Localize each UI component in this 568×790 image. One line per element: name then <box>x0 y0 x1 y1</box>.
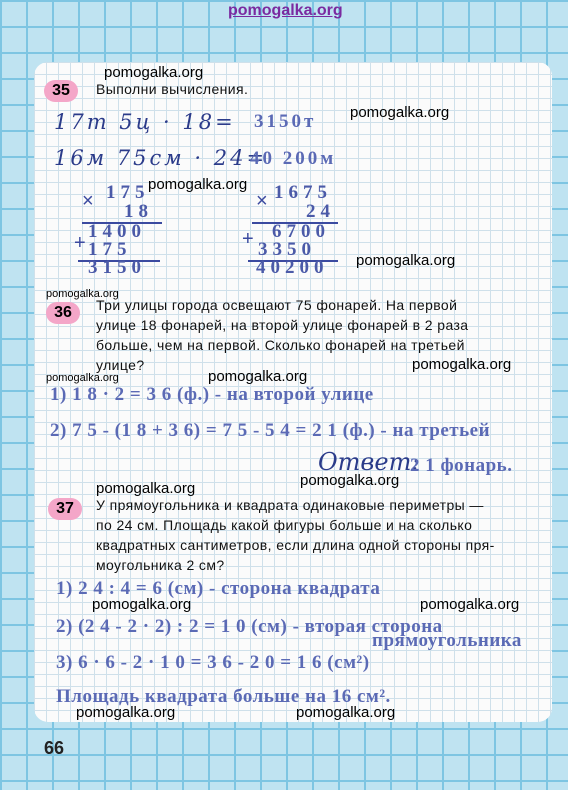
task-35-line2-expression: 16м 75см · 24= <box>54 146 268 170</box>
task-35-line2-answer: 40 200м <box>250 148 337 169</box>
task-36-solution-1: 1) 1 8 · 2 = 3 6 (ф.) - на второй улице <box>50 384 374 405</box>
watermark: pomogalka.org <box>208 368 308 385</box>
task-37-line-4: моугольника 2 см? <box>96 557 225 573</box>
task-36-line-4: улице? <box>96 357 145 373</box>
task-35-text: Выполни вычисления. <box>96 81 249 97</box>
calc1-partial2: 175 <box>88 239 132 260</box>
task-36-line-3: больше, чем на первой. Сколько фонарей на третьей <box>96 337 465 353</box>
watermark: pomogalka.org <box>76 704 176 721</box>
watermark: pomogalka.org <box>350 104 450 121</box>
watermark: pomogalka.org <box>46 288 119 300</box>
calc1-multiplicand: 175 <box>106 182 150 203</box>
page-number: 66 <box>44 738 65 758</box>
watermark: pomogalka.org <box>300 472 400 489</box>
task-35-line1-expression: 17т 5ц · 18= <box>54 110 236 134</box>
watermark: pomogalka.org <box>296 704 396 721</box>
task-37-badge: 37 <box>48 498 82 520</box>
task-37-solution-1: 1) 2 4 : 4 = 6 (см) - сторона квадрата <box>56 578 381 599</box>
task-36-answer: 2 1 фонарь. <box>410 455 513 476</box>
task-36-answer-label: Ответ: <box>318 448 420 476</box>
calc2-partial1: 6700 <box>272 221 330 242</box>
task-37-solution-3: 3) 6 · 6 - 2 · 1 0 = 3 6 - 2 0 = 1 6 (см²) <box>56 652 370 673</box>
watermark: pomogalka.org <box>148 176 248 193</box>
calc1-result: 3150 <box>88 257 146 278</box>
site-header-link[interactable]: pomogalka.org <box>228 2 343 19</box>
calc2-result: 40200 <box>256 257 329 278</box>
watermark: pomogalka.org <box>92 596 192 613</box>
task-37-line-1: У прямоугольника и квадрата одинаковые периметры — <box>96 497 484 513</box>
task-37-solution-2: 2) (2 4 - 2 · 2) : 2 = 1 0 (см) - вторая сторона <box>56 616 443 637</box>
task-37-line-2: по 24 см. Площадь какой фигуры больше и на сколько <box>96 517 473 533</box>
calc1-partial1: 1400 <box>88 221 146 242</box>
task-36-line-1: Три улицы города освещают 75 фонарей. На первой <box>96 297 458 313</box>
watermark: pomogalka.org <box>356 252 456 269</box>
multiply-sign-2: × <box>256 190 268 212</box>
watermark: pomogalka.org <box>96 480 196 497</box>
multiply-sign-1: × <box>82 190 94 212</box>
watermark: pomogalka.org <box>104 64 204 81</box>
plus-sign-1: + <box>74 232 86 254</box>
watermark: pomogalka.org <box>420 596 520 613</box>
task-36-line-2: улице 18 фонарей, на второй улице фонарей в 2 раза <box>96 317 469 333</box>
task-35-badge: 35 <box>44 80 78 102</box>
task-37-conclusion: Площадь квадрата больше на 16 см². <box>56 686 391 707</box>
watermark: pomogalka.org <box>412 356 512 373</box>
calc2-multiplier: 24 <box>306 201 335 222</box>
task-36-badge: 36 <box>46 302 80 324</box>
task-37-line-3: квадратных сантиметров, если длина одной стороны пря- <box>96 537 495 553</box>
calc1-multiplier: 18 <box>124 201 153 222</box>
task-35-line1-answer: 3150т <box>254 111 317 132</box>
watermark: pomogalka.org <box>46 372 119 384</box>
calc2-multiplicand: 1675 <box>274 182 332 203</box>
task-37-solution-2b: прямоугольника <box>372 630 522 651</box>
task-36-solution-2: 2) 7 5 - (1 8 + 3 6) = 7 5 - 5 4 = 2 1 (ф.) - на третьей <box>50 420 491 441</box>
calc2-partial2: 3350 <box>258 239 316 260</box>
plus-sign-2: + <box>242 228 254 250</box>
